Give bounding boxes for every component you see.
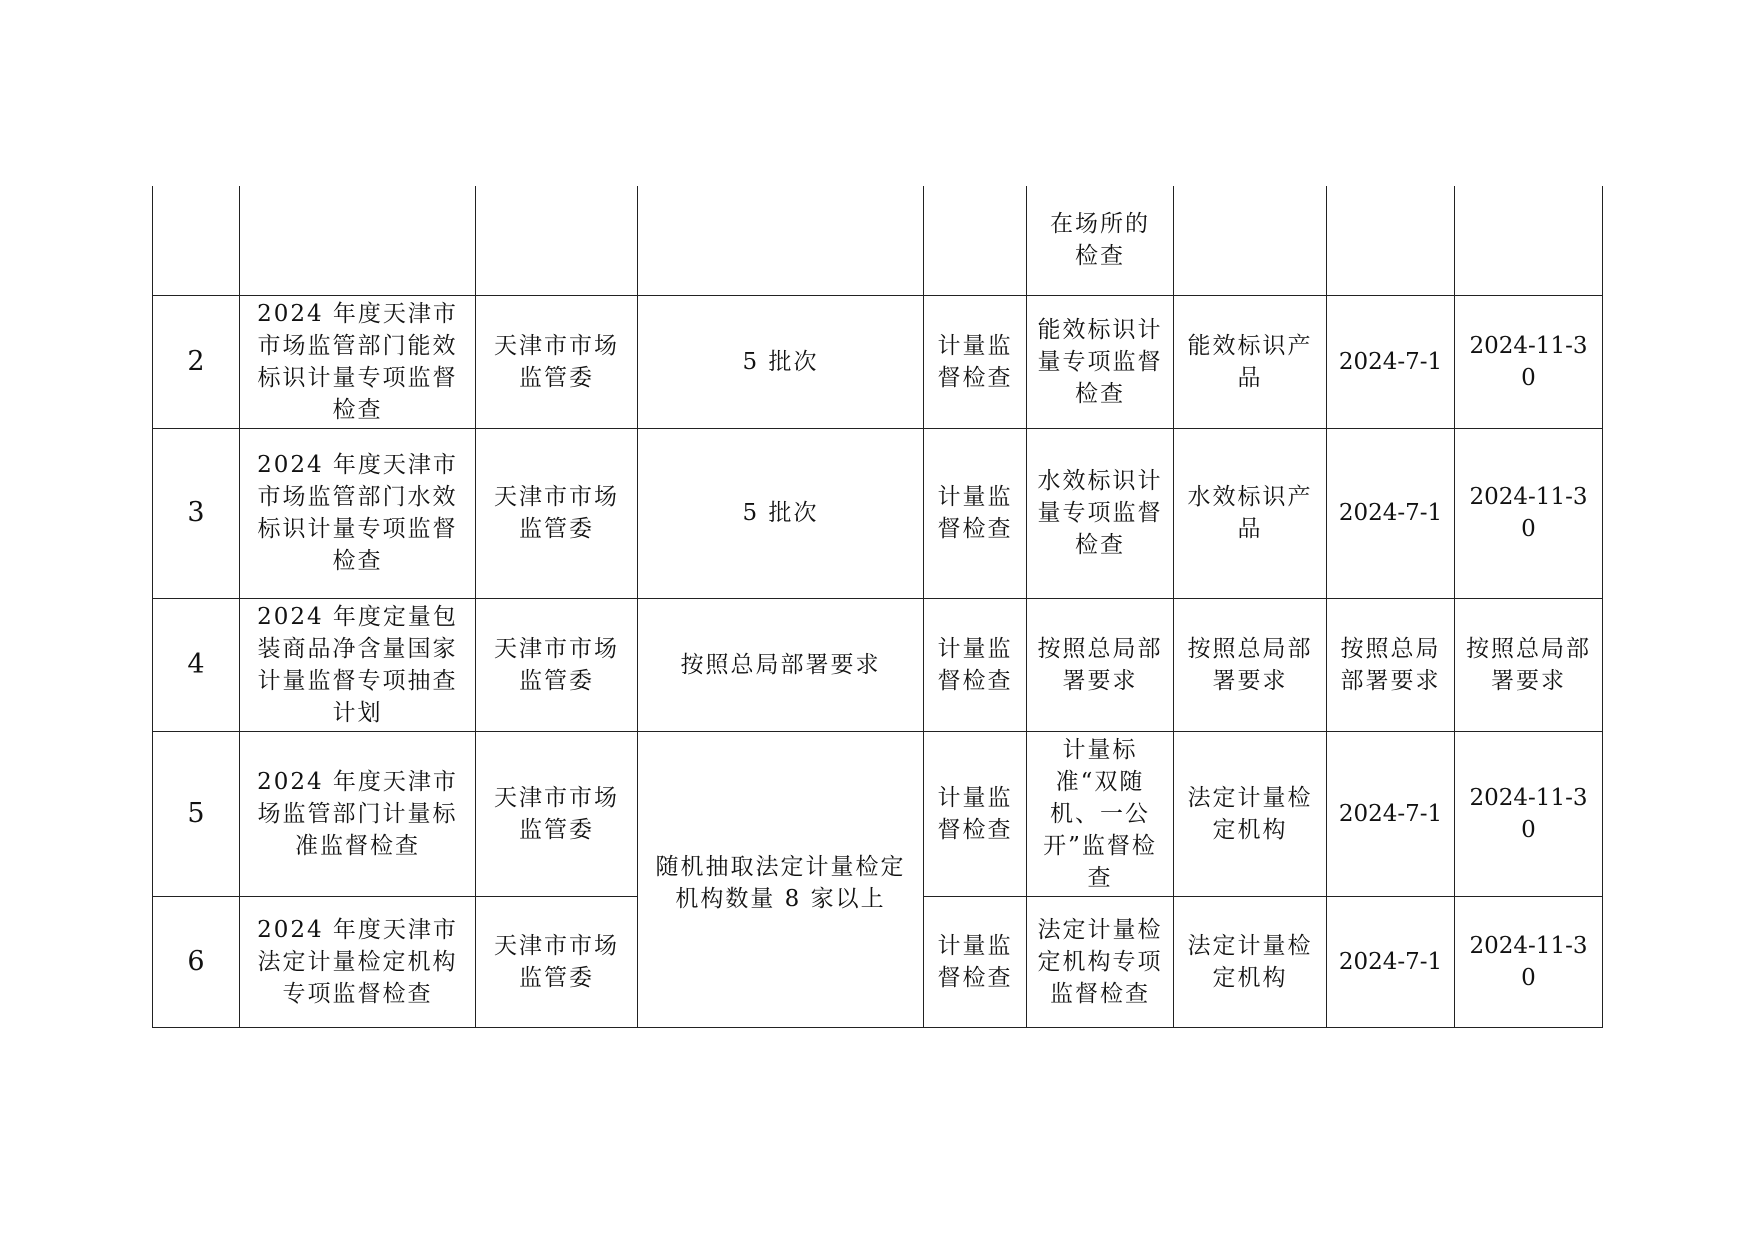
cell-content: 法定计量检定机构专项监督检查 xyxy=(1027,896,1174,1027)
cell-object: 按照总局部署要求 xyxy=(1174,598,1327,731)
plan-table xyxy=(152,186,1603,1028)
table-row xyxy=(153,598,1603,731)
table-row xyxy=(153,731,1603,896)
cell-content: 计量标准“双随机、一公开”监督检查 xyxy=(1027,731,1174,896)
cell-start: 2024-7-1 xyxy=(1327,428,1455,598)
cell-num: 5 xyxy=(153,731,240,896)
cell-start: 2024-7-1 xyxy=(1327,295,1455,428)
cell-num: 3 xyxy=(153,428,240,598)
cell-num: 6 xyxy=(153,896,240,1027)
cell-start: 2024-7-1 xyxy=(1327,896,1455,1027)
cell-content: 在场所的 检查 xyxy=(1027,186,1174,295)
cell-task: 2024 年度定量包装商品净含量国家计量监督专项抽查计划 xyxy=(240,598,476,731)
cell-object: 法定计量检定机构 xyxy=(1174,896,1327,1027)
cell-object: 能效标识产品 xyxy=(1174,295,1327,428)
cell-num: 2 xyxy=(153,295,240,428)
cell-dept: 天津市市场监管委 xyxy=(476,598,638,731)
cell-content: 水效标识计量专项监督检查 xyxy=(1027,428,1174,598)
cell-object: 法定计量检定机构 xyxy=(1174,731,1327,896)
table-row xyxy=(153,428,1603,598)
cell-task: 2024 年度天津市场监管部门计量标准监督检查 xyxy=(240,731,476,896)
cell-object: 水效标识产品 xyxy=(1174,428,1327,598)
cell-dept: 天津市市场监管委 xyxy=(476,896,638,1027)
cell-task: 2024 年度天津市市场监管部门能效标识计量专项监督检查 xyxy=(240,295,476,428)
cell-type: 计量监督检查 xyxy=(924,428,1027,598)
cell-dept: 天津市市场监管委 xyxy=(476,731,638,896)
cell-quantity-merged: 随机抽取法定计量检定机构数量 8 家以上 xyxy=(638,731,924,1027)
cell-quantity xyxy=(638,186,924,295)
cell-task: 2024 年度天津市市场监管部门水效标识计量专项监督检查 xyxy=(240,428,476,598)
cell-quantity: 5 批次 xyxy=(638,295,924,428)
cell-quantity: 按照总局部署要求 xyxy=(638,598,924,731)
cell-content: 能效标识计量专项监督检查 xyxy=(1027,295,1174,428)
cell-dept: 天津市市场监管委 xyxy=(476,295,638,428)
cell-start: 2024-7-1 xyxy=(1327,731,1455,896)
cell-type: 计量监督检查 xyxy=(924,731,1027,896)
cell-type xyxy=(924,186,1027,295)
table-row-continuation xyxy=(153,186,1603,295)
cell-start: 按照总局部署要求 xyxy=(1327,598,1455,731)
cell-type: 计量监督检查 xyxy=(924,598,1027,731)
cell-end xyxy=(1455,186,1603,295)
cell-task: 2024 年度天津市法定计量检定机构专项监督检查 xyxy=(240,896,476,1027)
cell-dept: 天津市市场监管委 xyxy=(476,428,638,598)
cell-type: 计量监督检查 xyxy=(924,295,1027,428)
cell-task xyxy=(240,186,476,295)
cell-object xyxy=(1174,186,1327,295)
cell-dept xyxy=(476,186,638,295)
cell-end: 2024-11-30 xyxy=(1455,295,1603,428)
cell-num: 4 xyxy=(153,598,240,731)
table-row xyxy=(153,295,1603,428)
cell-end: 2024-11-30 xyxy=(1455,896,1603,1027)
cell-type: 计量监督检查 xyxy=(924,896,1027,1027)
cell-content: 按照总局部署要求 xyxy=(1027,598,1174,731)
cell-quantity: 5 批次 xyxy=(638,428,924,598)
cell-start xyxy=(1327,186,1455,295)
cell-end: 按照总局部署要求 xyxy=(1455,598,1603,731)
cell-end: 2024-11-30 xyxy=(1455,731,1603,896)
cell-end: 2024-11-30 xyxy=(1455,428,1603,598)
cell-num xyxy=(153,186,240,295)
